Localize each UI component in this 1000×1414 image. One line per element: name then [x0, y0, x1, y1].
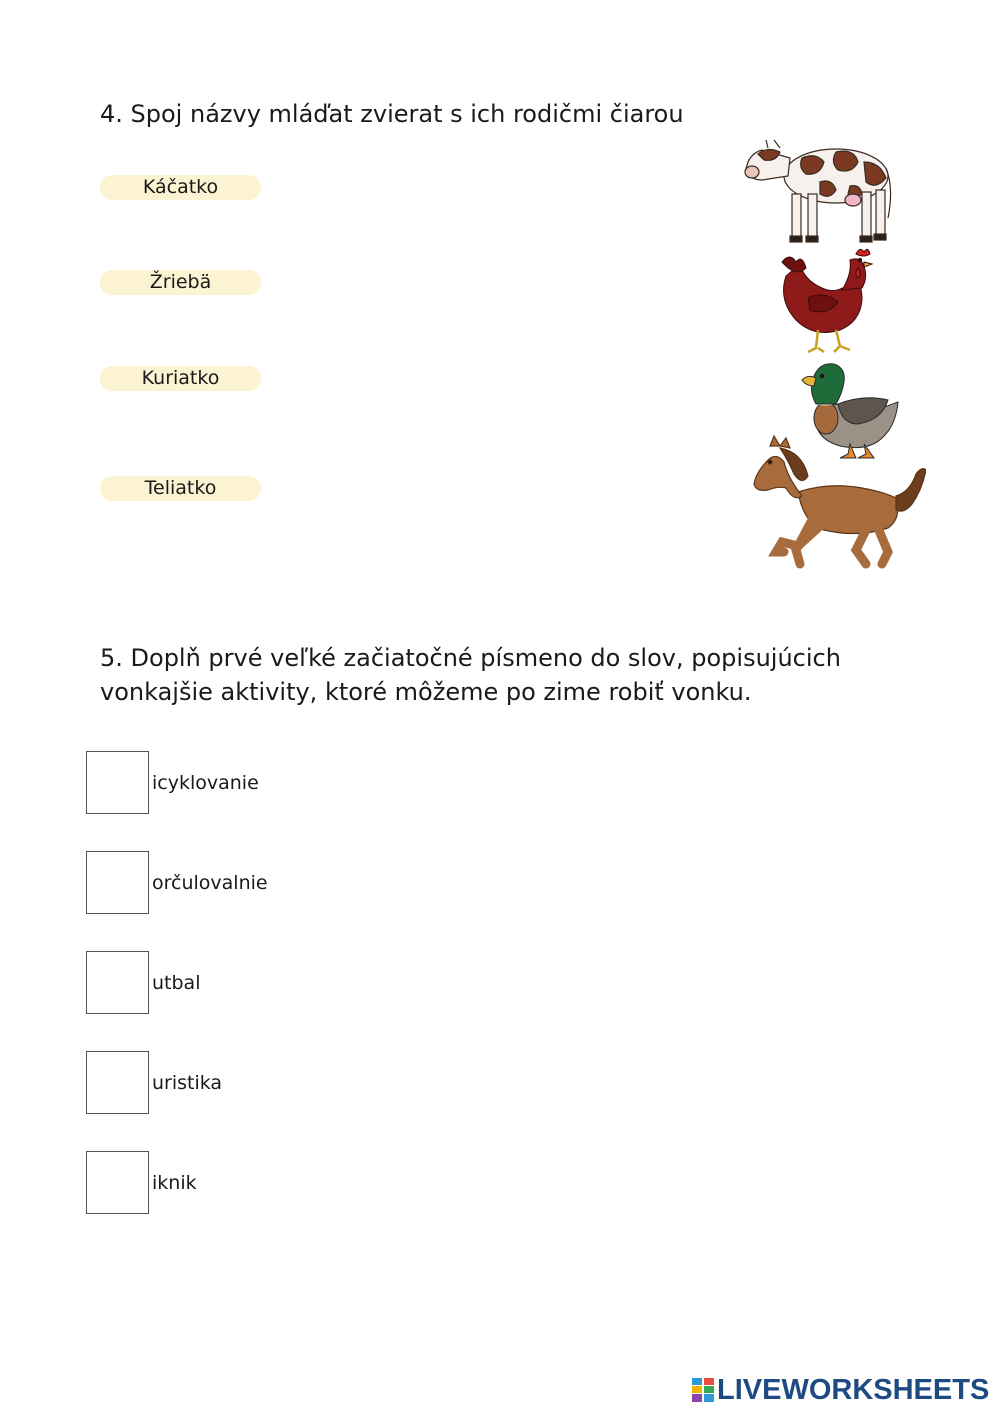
young-name-duckling[interactable]: Káčatko	[100, 175, 261, 200]
word-ending: icyklovanie	[152, 772, 259, 794]
word-ending: orčulovalnie	[152, 872, 268, 894]
young-name-calf[interactable]: Teliatko	[100, 476, 261, 501]
letter-input-box[interactable]	[86, 951, 149, 1014]
horse-picture[interactable]	[750, 434, 926, 570]
word-ending: uristika	[152, 1072, 223, 1094]
letter-input-box[interactable]	[86, 751, 149, 814]
hen-picture[interactable]	[778, 246, 874, 356]
young-name-foal[interactable]: Žriebä	[100, 270, 261, 295]
word-ending: utbal	[152, 972, 201, 994]
young-name-chick[interactable]: Kuriatko	[100, 366, 261, 391]
letter-input-box[interactable]	[86, 1151, 149, 1214]
brand-name: LIVEWORKSHEETS	[717, 1373, 990, 1406]
liveworksheets-logo	[692, 1372, 989, 1408]
exercise-5-title: 5. Doplň prvé veľké začiatočné písmeno do slov, popisujúcich vonkajšie aktivity, ktoré môžeme po zime robiť vonku.	[100, 644, 841, 706]
letter-input-box[interactable]	[86, 851, 149, 914]
liveworksheets-mark-icon	[692, 1378, 714, 1402]
exercise-4-title: 4. Spoj názvy mláďat zvierat s ich rodičmi čiarou	[100, 100, 684, 128]
letter-input-box[interactable]	[86, 1051, 149, 1114]
word-ending: iknik	[152, 1172, 197, 1194]
cow-picture[interactable]	[740, 128, 896, 248]
